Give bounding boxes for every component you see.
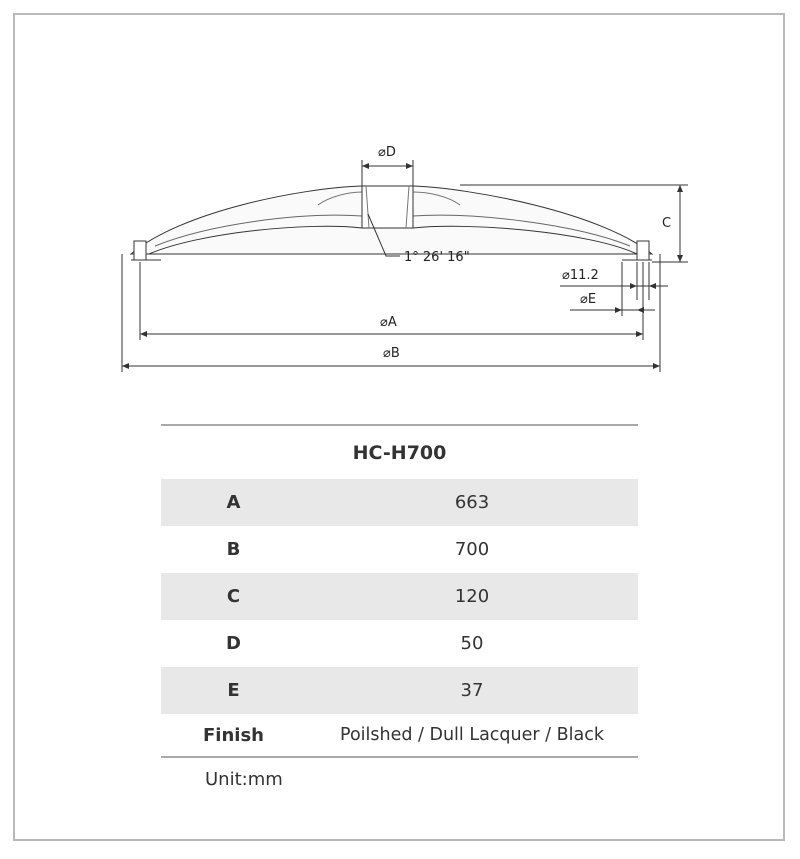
angle-label: 1° 26' 16" [404, 250, 470, 265]
row-key: C [161, 573, 306, 620]
row-key: E [161, 667, 306, 714]
finish-value: Poilshed / Dull Lacquer / Black [306, 714, 638, 757]
unit-note: Unit:mm [205, 769, 283, 790]
table-row [161, 620, 638, 667]
table-row [161, 526, 638, 573]
row-key: D [226, 633, 241, 654]
dim-c-label: C [662, 216, 672, 231]
row-key: A [161, 479, 306, 526]
model-title: HC-H700 [161, 425, 638, 479]
dim-11-label: ⌀11.2 [562, 268, 599, 283]
table-row [161, 573, 638, 620]
table-row [161, 667, 638, 714]
handle-technical-drawing [0, 0, 800, 420]
finish-row [161, 714, 638, 757]
table-row [161, 479, 638, 526]
dim-d-label: ⌀D [378, 145, 396, 160]
left-foot [134, 241, 146, 260]
right-foot [637, 241, 649, 260]
dim-e-label: ⌀E [580, 292, 597, 307]
row-value: 37 [306, 667, 638, 714]
finish-key: Finish [161, 714, 306, 757]
dim-b-label: ⌀B [383, 346, 400, 361]
spec-table [161, 424, 638, 758]
center-hub [362, 186, 413, 228]
row-key: B [226, 539, 241, 560]
row-value: 663 [306, 479, 638, 526]
row-value: 120 [306, 573, 638, 620]
row-value: 50 [460, 633, 484, 654]
dim-a-label: ⌀A [380, 315, 397, 330]
table-title-row [161, 425, 638, 479]
row-value: 700 [454, 539, 490, 560]
